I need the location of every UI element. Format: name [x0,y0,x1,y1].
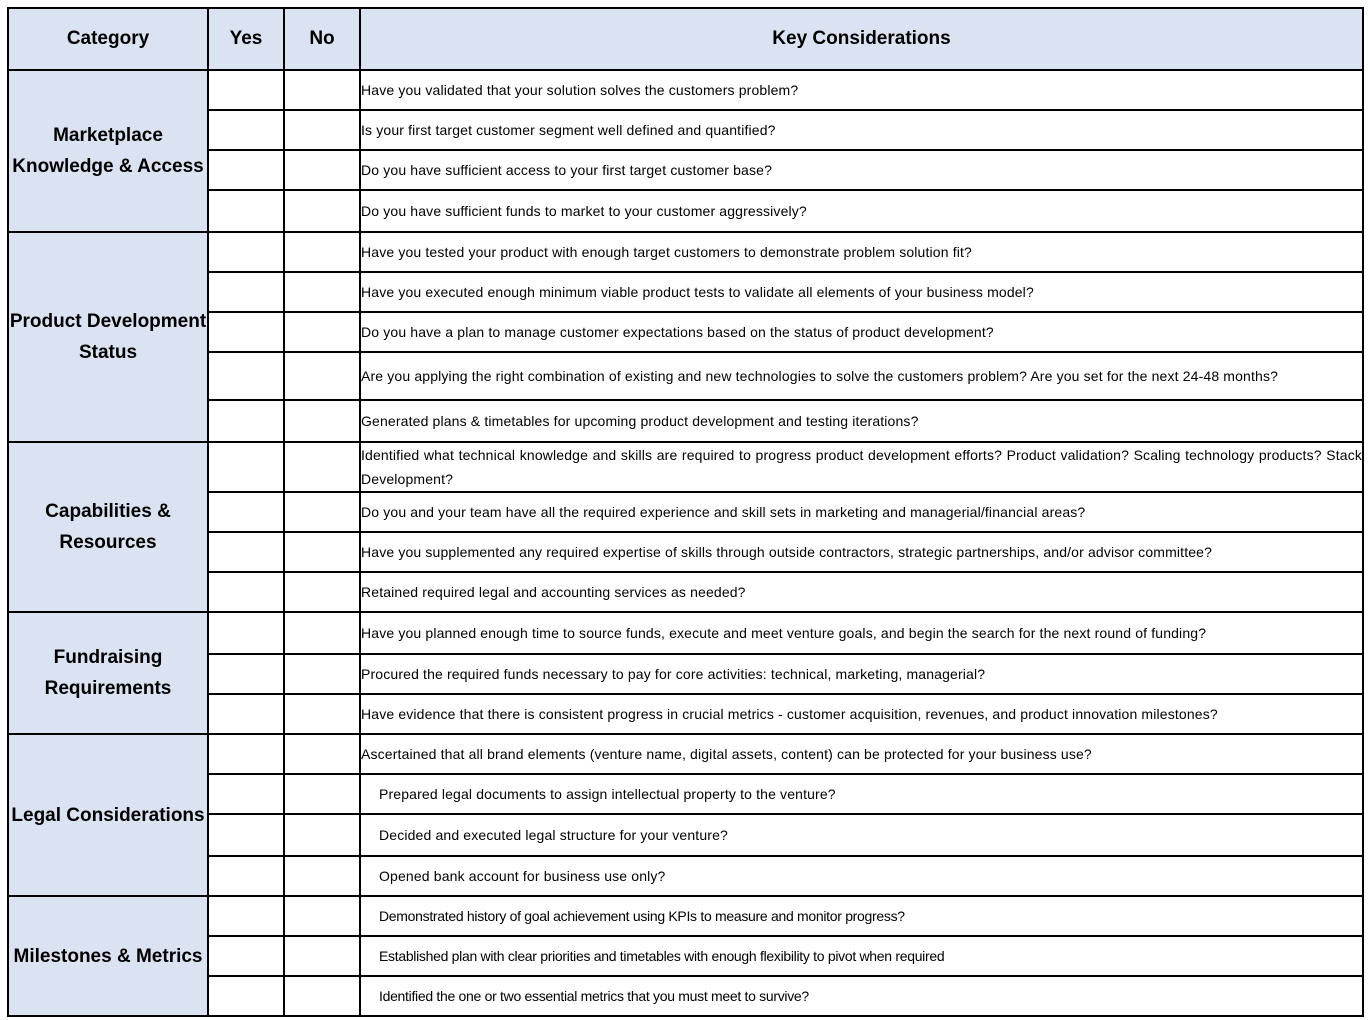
consideration-text: Do you and your team have all the required experience and skill sets in marketing and managerial/financial areas? [360,492,1363,532]
yes-checkbox[interactable] [208,896,284,936]
table-row [8,856,1363,896]
table-row [8,272,1363,312]
header-yes: Yes [208,8,284,70]
no-checkbox[interactable] [284,654,360,694]
consideration-text: Identified what technical knowledge and skills are required to progress product development efforts? Product validation? Scaling technology products? Stack Development? [360,442,1363,492]
consideration-text: Is your first target customer segment well defined and quantified? [360,110,1363,150]
table-row [8,976,1363,1016]
no-checkbox[interactable] [284,312,360,352]
consideration-text: Prepared legal documents to assign intellectual property to the venture? [360,774,1363,814]
table-row [8,734,1363,774]
no-checkbox[interactable] [284,976,360,1016]
no-checkbox[interactable] [284,400,360,442]
no-checkbox[interactable] [284,532,360,572]
table-row [8,442,1363,492]
no-checkbox[interactable] [284,774,360,814]
no-checkbox[interactable] [284,612,360,654]
yes-checkbox[interactable] [208,352,284,400]
table-row [8,232,1363,272]
table-row [8,150,1363,190]
table-row [8,654,1363,694]
consideration-text: Have you executed enough minimum viable product tests to validate all elements of your business model? [360,272,1363,312]
consideration-text: Retained required legal and accounting services as needed? [360,572,1363,612]
no-checkbox[interactable] [284,150,360,190]
table-row [8,896,1363,936]
consideration-text: Do you have sufficient access to your first target customer base? [360,150,1363,190]
table-row [8,352,1363,400]
consideration-text: Decided and executed legal structure for your venture? [360,814,1363,856]
yes-checkbox[interactable] [208,110,284,150]
yes-checkbox[interactable] [208,654,284,694]
yes-checkbox[interactable] [208,612,284,654]
table-row [8,774,1363,814]
yes-checkbox[interactable] [208,734,284,774]
no-checkbox[interactable] [284,110,360,150]
category-legal-considerations: Legal Considerations [8,734,208,896]
header-category: Category [8,8,208,70]
consideration-text: Are you applying the right combination of existing and new technologies to solve the customers problem? Are you set for the next 24-48 months? [360,352,1363,400]
table-row [8,492,1363,532]
table-row [8,400,1363,442]
header-row [8,8,1363,70]
consideration-text: Opened bank account for business use only? [360,856,1363,896]
table-row [8,110,1363,150]
yes-checkbox[interactable] [208,856,284,896]
no-checkbox[interactable] [284,492,360,532]
yes-checkbox[interactable] [208,814,284,856]
table-row [8,312,1363,352]
no-checkbox[interactable] [284,442,360,492]
yes-checkbox[interactable] [208,976,284,1016]
yes-checkbox[interactable] [208,774,284,814]
table-row [8,532,1363,572]
consideration-text: Do you have sufficient funds to market to your customer aggressively? [360,190,1363,232]
no-checkbox[interactable] [284,70,360,110]
no-checkbox[interactable] [284,856,360,896]
category-capabilities-resources: Capabilities & Resources [8,442,208,612]
no-checkbox[interactable] [284,190,360,232]
yes-checkbox[interactable] [208,936,284,976]
table-row [8,694,1363,734]
table-row [8,612,1363,654]
table-row [8,814,1363,856]
consideration-text: Established plan with clear priorities and timetables with enough flexibility to pivot when required [360,936,1363,976]
table-row [8,936,1363,976]
yes-checkbox[interactable] [208,312,284,352]
consideration-text: Procured the required funds necessary to pay for core activities: technical, marketing, managerial? [360,654,1363,694]
consideration-text: Have you validated that your solution solves the customers problem? [360,70,1363,110]
table-row [8,70,1363,110]
yes-checkbox[interactable] [208,532,284,572]
no-checkbox[interactable] [284,814,360,856]
consideration-text: Identified the one or two essential metrics that you must meet to survive? [360,976,1363,1016]
category-marketplace-knowledge-access: Marketplace Knowledge & Access [8,70,208,232]
category-fundraising-requirements: Fundraising Requirements [8,612,208,734]
yes-checkbox[interactable] [208,272,284,312]
yes-checkbox[interactable] [208,694,284,734]
consideration-text: Have evidence that there is consistent progress in crucial metrics - customer acquisition, revenues, and product innovation milestones? [360,694,1363,734]
yes-checkbox[interactable] [208,70,284,110]
yes-checkbox[interactable] [208,232,284,272]
table-row [8,190,1363,232]
consideration-text: Demonstrated history of goal achievement using KPIs to measure and monitor progress? [360,896,1363,936]
category-milestones-metrics: Milestones & Metrics [8,896,208,1016]
yes-checkbox[interactable] [208,400,284,442]
readiness-checklist-table [7,7,1364,1017]
consideration-text: Have you supplemented any required expertise of skills through outside contractors, strategic partnerships, and/or advisor committee? [360,532,1363,572]
category-product-development-status: Product Development Status [8,232,208,442]
no-checkbox[interactable] [284,694,360,734]
no-checkbox[interactable] [284,572,360,612]
no-checkbox[interactable] [284,272,360,312]
no-checkbox[interactable] [284,734,360,774]
yes-checkbox[interactable] [208,150,284,190]
no-checkbox[interactable] [284,232,360,272]
header-no: No [284,8,360,70]
no-checkbox[interactable] [284,936,360,976]
no-checkbox[interactable] [284,352,360,400]
consideration-text: Ascertained that all brand elements (venture name, digital assets, content) can be protected for your business use? [360,734,1363,774]
consideration-text: Generated plans & timetables for upcoming product development and testing iterations? [360,400,1363,442]
consideration-text: Have you tested your product with enough target customers to demonstrate problem solution fit? [360,232,1363,272]
table-row [8,572,1363,612]
no-checkbox[interactable] [284,896,360,936]
yes-checkbox[interactable] [208,190,284,232]
consideration-text: Do you have a plan to manage customer expectations based on the status of product development? [360,312,1363,352]
yes-checkbox[interactable] [208,492,284,532]
yes-checkbox[interactable] [208,572,284,612]
header-key-considerations: Key Considerations [360,8,1363,70]
yes-checkbox[interactable] [208,442,284,492]
consideration-text: Have you planned enough time to source funds, execute and meet venture goals, and begin the search for the next round of funding? [360,612,1363,654]
